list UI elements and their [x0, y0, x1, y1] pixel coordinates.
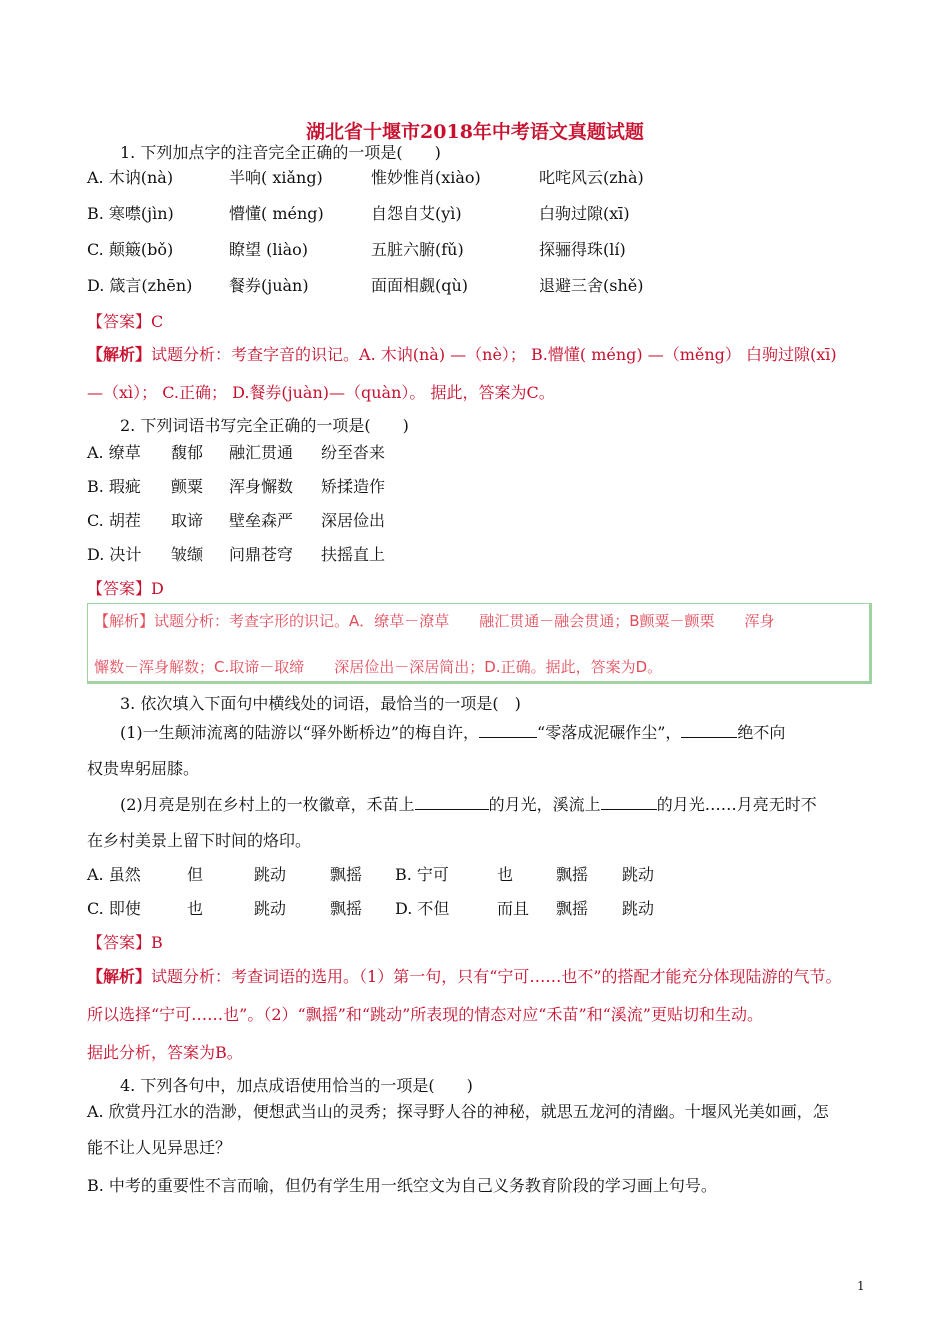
q3-s1-part-1: (1)一生颠沛流离的陆游以“驿外断桥边”的梅自许， — [120, 723, 480, 742]
q4-option-a-line-1: A. 欣赏丹江水的浩渺，便想武当山的灵秀；探寻野人谷的神秘，就思五龙河的清幽。十堰风光美如画，怎 — [87, 1102, 829, 1121]
fill-blank — [415, 793, 489, 810]
q3-answer — [87, 933, 163, 953]
analysis-tag: 【解析】 — [87, 967, 152, 986]
q1-option-d-1: D. 箴言(zhēn) — [87, 276, 193, 295]
q3-s2-part-3: 的月光……月亮无时不 — [656, 795, 817, 814]
q2-option-a-4: 纷至沓来 — [321, 443, 386, 462]
q3-s1-part-3: 绝不向 — [737, 723, 786, 742]
q3-sentence-1-cont: 权贵卑躬屈膝。 — [87, 759, 200, 778]
q1-option-c-2: 瞭望 (liào) — [229, 240, 308, 259]
q1-option-a-4: 叱咤风云(zhà) — [539, 168, 644, 187]
q2-analysis-line-1: 【解析】试题分析：考查字形的识记。A．缭草－潦草 融汇贯通－融会贯通；B颤粟－颤栗 浑身 — [94, 612, 775, 630]
q2-option-c-1: C. 胡茬 — [87, 511, 141, 530]
q3-option-c-3: 跳动 — [254, 899, 287, 918]
q2-option-b-4: 矫揉造作 — [321, 477, 386, 496]
page-title: 湖北省十堰市2018年中考语文真题试题 — [306, 121, 644, 143]
q3-s2-part-2: 的月光，溪流上 — [488, 795, 601, 814]
answer-tag: 【答案】 — [87, 312, 152, 331]
q3-option-d-2: 而且 — [497, 899, 530, 918]
answer-value: C — [151, 312, 164, 331]
q3-option-a-4: 飘摇 — [330, 865, 363, 884]
q2-option-b-1: B. 瑕疵 — [87, 477, 141, 496]
q3-option-c-4: 飘摇 — [330, 899, 363, 918]
answer-value: B — [151, 933, 163, 952]
q2-stem: 2. 下列词语书写完全正确的一项是( ) — [120, 416, 409, 435]
q2-option-d-4: 扶摇直上 — [321, 545, 386, 564]
q2-analysis-box — [87, 603, 872, 684]
q1-option-c-4: 探骊得珠(lí) — [539, 240, 626, 259]
q1-option-c-3: 五脏六腑(fǔ) — [371, 240, 464, 259]
q1-analysis-line-2: —（xì）； C.正确； D.餐券(juàn)—（quàn）。 据此，答案为C。 — [87, 383, 555, 402]
answer-tag: 【答案】 — [87, 933, 152, 952]
q2-option-a-1: A. 缭草 — [87, 443, 141, 462]
q1-option-a-2: 半响( xiǎng) — [229, 168, 323, 187]
q3-option-a-1: A. 虽然 — [87, 865, 141, 884]
q1-option-b-1: B. 寒噤(jìn) — [87, 204, 174, 223]
q3-option-c-2: 也 — [187, 899, 204, 918]
q3-option-a-3: 跳动 — [254, 865, 287, 884]
q2-answer — [87, 579, 164, 599]
fill-blank — [681, 721, 737, 738]
q3-option-d-4: 跳动 — [622, 899, 655, 918]
q3-sentence-1 — [120, 721, 785, 743]
q2-option-c-4: 深居俭出 — [321, 511, 386, 530]
q3-analysis-line-1 — [87, 967, 842, 987]
q2-option-d-2: 皱缬 — [171, 545, 204, 564]
q1-option-d-2: 餐券(juàn) — [229, 276, 309, 295]
q4-option-a-line-2: 能不让人见异思迁？ — [87, 1138, 232, 1157]
q2-option-d-1: D. 决计 — [87, 545, 142, 564]
q1-option-d-3: 面面相觑(qù) — [371, 276, 469, 295]
q3-option-b-3: 飘摇 — [556, 865, 589, 884]
fill-blank — [601, 793, 657, 810]
q3-sentence-2 — [120, 793, 817, 815]
q1-option-b-3: 自怨自艾(yì) — [371, 204, 462, 223]
q3-stem: 3. 依次填入下面句中横线处的词语，最恰当的一项是( ) — [120, 694, 521, 713]
q1-option-c-1: C. 颠簸(bǒ) — [87, 240, 174, 259]
analysis-text: 试题分析：考查词语的选用。（1）第一句，只有“宁可……也不”的搭配才能充分体现陆游的气节。 — [151, 967, 842, 986]
q1-option-d-4: 退避三舍(shě) — [539, 276, 644, 295]
analysis-tag: 【解析】 — [87, 345, 152, 364]
fill-blank — [479, 721, 537, 738]
q2-option-b-3: 浑身懈数 — [229, 477, 294, 496]
q3-s1-part-2: “零落成泥碾作尘”， — [537, 723, 682, 742]
q3-option-c-1: C. 即使 — [87, 899, 141, 918]
q1-option-a-3: 惟妙惟肖(xiào) — [371, 168, 481, 187]
analysis-text: 试题分析：考查字音的识记。A. 木讷(nà) —（nè）； B.懵懂( méng) —（měng） 白驹过隙(xī) — [151, 345, 837, 364]
q1-answer — [87, 312, 163, 332]
q2-option-d-3: 问鼎苍穹 — [229, 545, 294, 564]
q3-option-b-2: 也 — [497, 865, 514, 884]
q4-stem: 4. 下列各句中，加点成语使用恰当的一项是( ) — [120, 1076, 473, 1095]
q2-option-c-2: 取谛 — [171, 511, 204, 530]
q1-stem: 1. 下列加点字的注音完全正确的一项是( ) — [120, 143, 441, 162]
answer-tag: 【答案】 — [87, 579, 152, 598]
q1-option-a-1: A. 木讷(nà) — [87, 168, 174, 187]
q3-analysis-line-3: 据此分析，答案为B。 — [87, 1043, 243, 1062]
q2-option-b-2: 颤粟 — [171, 477, 204, 496]
q3-analysis-line-2: 所以选择“宁可……也”。（2）“飘摇”和“跳动”所表现的情态对应“禾苗”和“溪流”更贴切和生动。 — [87, 1005, 763, 1024]
q2-option-a-3: 融汇贯通 — [229, 443, 294, 462]
q2-analysis-line-2: 懈数－浑身解数；C.取谛－取缔 深居俭出－深居简出；D.正确。据此，答案为D。 — [94, 658, 663, 676]
q1-option-b-4: 白驹过隙(xī) — [539, 204, 630, 223]
answer-value: D — [151, 579, 164, 598]
q4-option-b: B. 中考的重要性不言而喻，但仍有学生用一纸空文为自己义务教育阶段的学习画上句号。 — [87, 1176, 717, 1195]
q1-option-b-2: 懵懂( méng) — [229, 204, 324, 223]
q3-option-d-1: D. 不但 — [395, 899, 450, 918]
q3-sentence-2-cont: 在乡村美景上留下时间的烙印。 — [87, 831, 312, 850]
q3-option-b-1: B. 宁可 — [395, 865, 449, 884]
q1-analysis-line-1 — [87, 345, 837, 365]
q3-option-b-4: 跳动 — [622, 865, 655, 884]
q2-option-a-2: 馥郁 — [171, 443, 204, 462]
q2-option-c-3: 壁垒森严 — [229, 511, 294, 530]
q3-s2-part-1: (2)月亮是别在乡村上的一枚徽章，禾苗上 — [120, 795, 415, 814]
page-number: 1 — [857, 1279, 865, 1293]
q3-option-a-2: 但 — [187, 865, 204, 884]
q3-option-d-3: 飘摇 — [556, 899, 589, 918]
